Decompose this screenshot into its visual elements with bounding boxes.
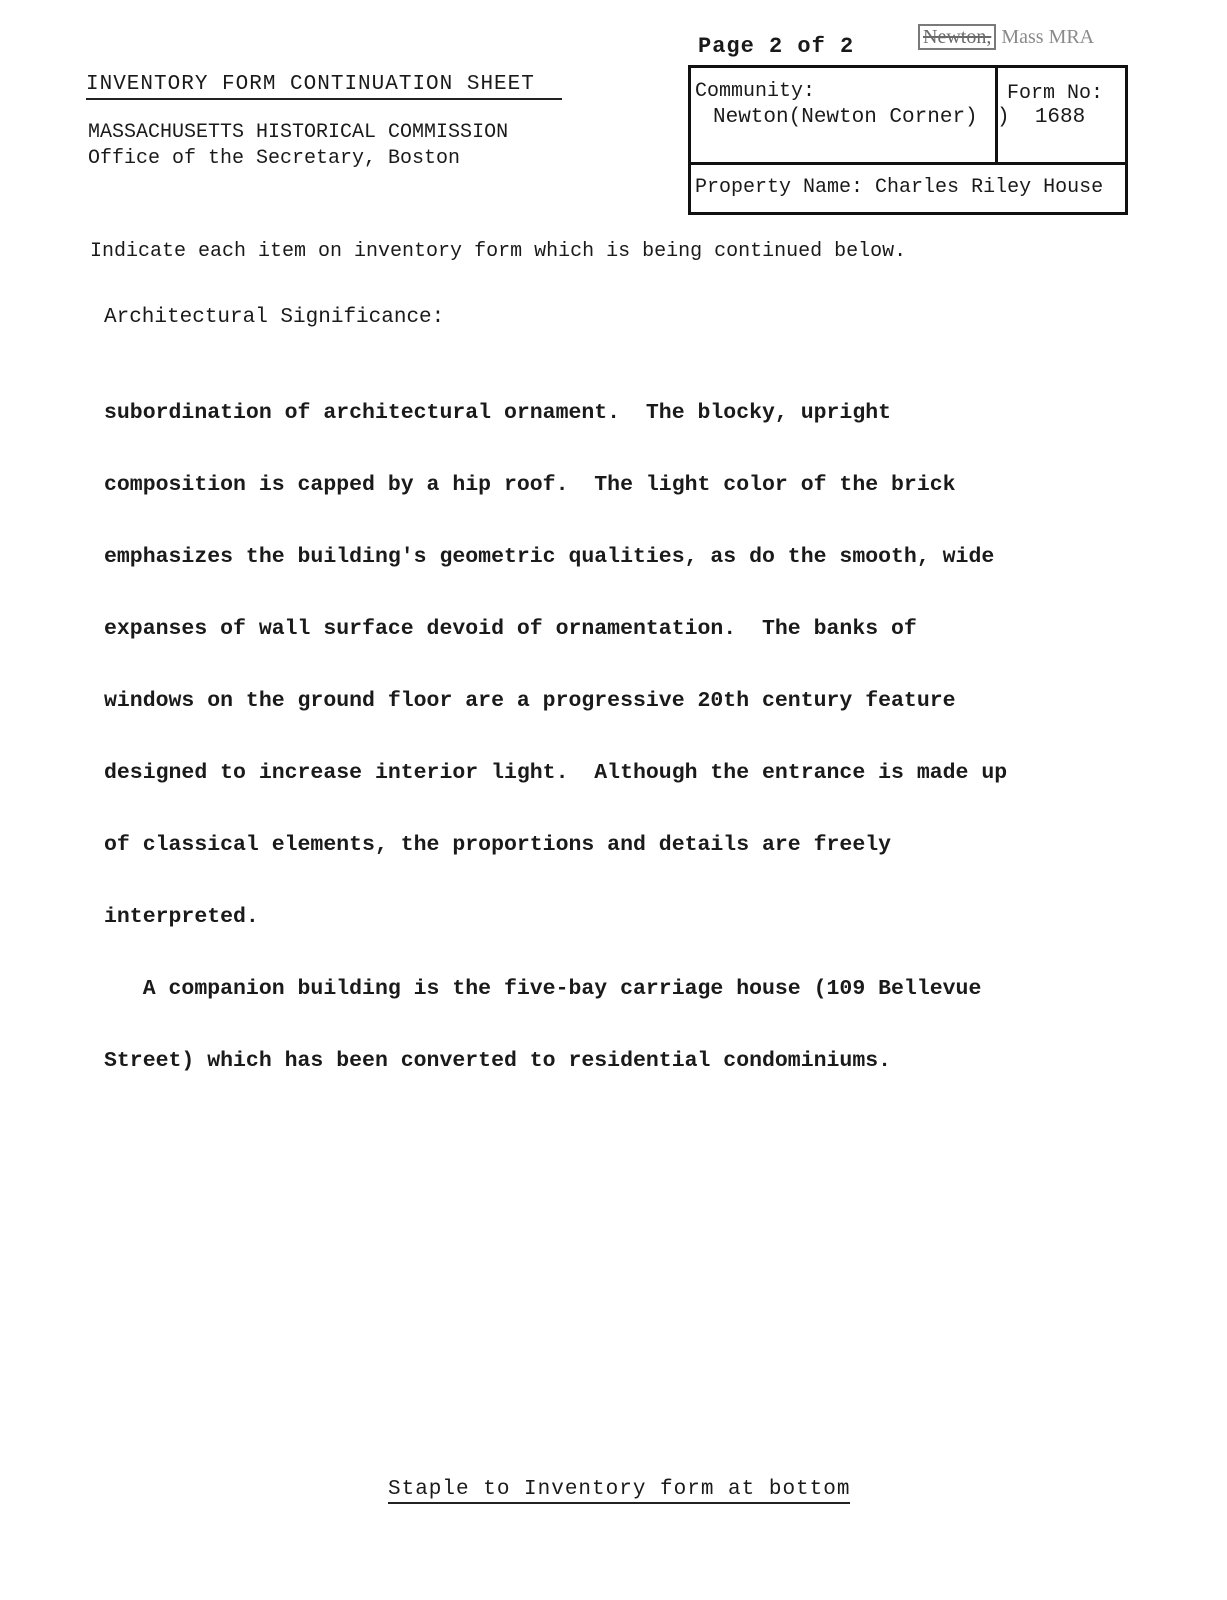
instruction-text: Indicate each item on inventory form which is being continued below.	[90, 240, 907, 263]
body-line: designed to increase interior light. Although the entrance is made up	[104, 761, 1008, 785]
box-horizontal-divider	[691, 162, 1125, 165]
body-line: A companion building is the five-bay carriage house (109 Bellevue	[104, 977, 982, 1001]
body-line: Street) which has been converted to residential condominiums.	[104, 1049, 892, 1073]
body-line: emphasizes the building's geometric qualities, as do the smooth, wide	[104, 545, 995, 569]
commission-name: MASSACHUSETTS HISTORICAL COMMISSION	[88, 121, 509, 144]
body-line: subordination of architectural ornament. The blocky, upright	[104, 401, 892, 425]
property-value: Charles Riley House	[875, 176, 1104, 199]
property-label: Property Name:	[695, 176, 864, 199]
stamp-mra: MRA	[1048, 26, 1095, 48]
body-line: expanses of wall surface devoid of ornamentation. The banks of	[104, 617, 917, 641]
property-name	[695, 176, 1125, 199]
form-number-cell	[997, 106, 1085, 129]
form-number-prefix: )	[997, 106, 1010, 129]
section-heading: Architectural Significance:	[104, 306, 445, 329]
community-label: Community:	[695, 80, 816, 103]
continuation-body	[104, 353, 1204, 1097]
stamp-newton: Newton,	[918, 24, 996, 50]
newton-mra-stamp	[918, 26, 1094, 49]
body-line: windows on the ground floor are a progressive 20th century feature	[104, 689, 956, 713]
form-info-box	[688, 65, 1128, 215]
body-line: composition is capped by a hip roof. The light color of the brick	[104, 473, 956, 497]
commission-office: Office of the Secretary, Boston	[88, 147, 461, 170]
body-line: interpreted.	[104, 905, 259, 929]
form-number-label: Form No:	[1007, 82, 1104, 105]
community-value: Newton(Newton Corner)	[713, 106, 978, 129]
page-number: Page 2 of 2	[698, 34, 855, 59]
form-title: INVENTORY FORM CONTINUATION SHEET	[86, 73, 562, 100]
body-line: of classical elements, the proportions and details are freely	[104, 833, 892, 857]
staple-note: Staple to Inventory form at bottom	[388, 1478, 850, 1504]
commission-block	[88, 120, 508, 172]
stamp-mass: Mass	[1001, 26, 1044, 48]
form-number-value: 1688	[1034, 106, 1086, 129]
